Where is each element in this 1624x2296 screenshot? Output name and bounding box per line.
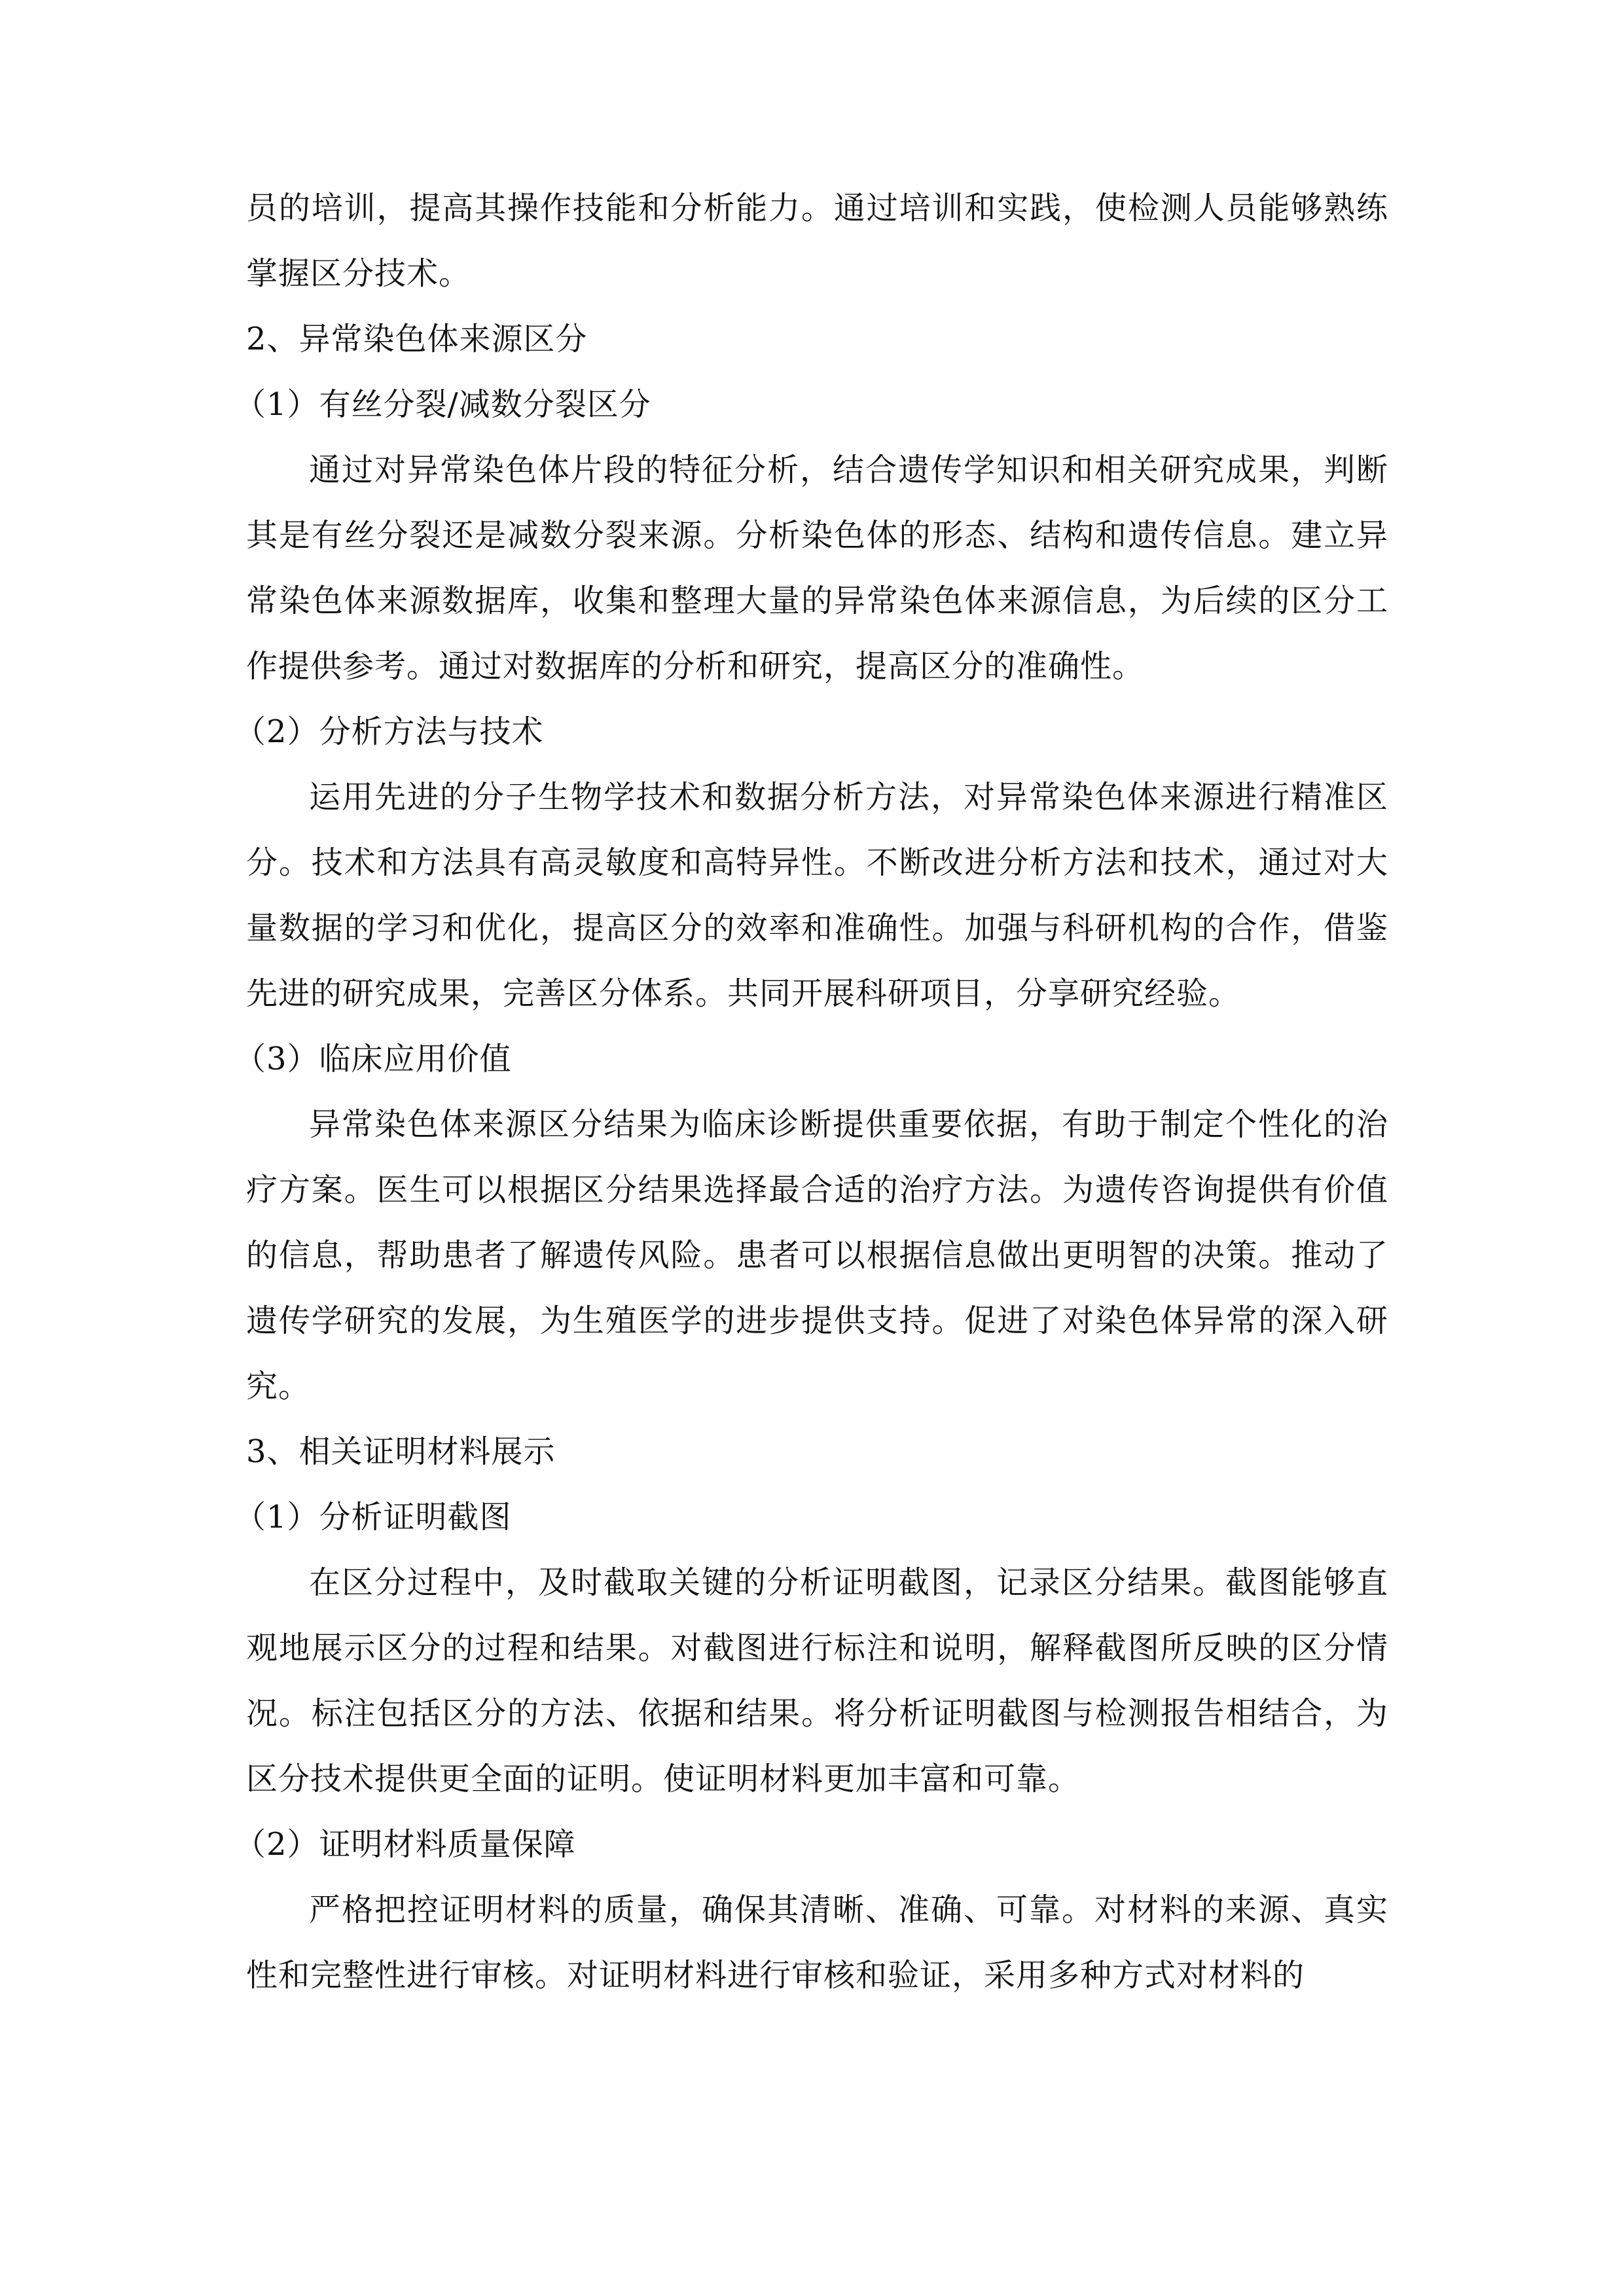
subheading-clinical-value: （3）临床应用价值 [234,1041,512,1077]
subheading-material-quality: （2）证明材料质量保障 [234,1826,576,1863]
paragraph-analysis-methods: 运用先进的分子生物学技术和数据分析方法，对异常染色体来源进行精准区分。技术和方法具有高灵敏度和高特异性。不断改进分析方法和技术，通过对大量数据的学习和优化，提高区分的效率和准确性。加强与科研机构的合作，借鉴先进的研究成果，完善区分体系。共同开展科研项目，分享研究经验。 [246,779,1388,1012]
subheading-mitosis-meiosis: （1）有丝分裂/减数分裂区分 [234,386,651,423]
paragraph-material-quality: 严格把控证明材料的质量，确保其清晰、准确、可靠。对材料的来源、真实性和完整性进行审核。对证明材料进行审核和验证，采用多种方式对材料的 [246,1892,1388,1994]
section-heading-proof-materials: 3、相关证明材料展示 [246,1433,556,1470]
subheading-analysis-screenshots: （1）分析证明截图 [234,1499,512,1535]
document-body [234,175,1388,2008]
paragraph-mitosis-meiosis: 通过对异常染色体片段的特征分析，结合遗传学知识和相关研究成果，判断其是有丝分裂还是减数分裂来源。分析染色体的形态、结构和遗传信息。建立异常染色体来源数据库，收集和整理大量的异常染色体来源信息，为后续的区分工作提供参考。通过对数据库的分析和研究，提高区分的准确性。 [246,452,1388,685]
paragraph-analysis-screenshots: 在区分过程中，及时截取关键的分析证明截图，记录区分结果。截图能够直观地展示区分的过程和结果。对截图进行标注和说明，解释截图所反映的区分情况。标注包括区分的方法、依据和结果。将分析证明截图与检测报告相结合，为区分技术提供更全面的证明。使证明材料更加丰富和可靠。 [246,1564,1388,1797]
section-heading-abnormal-chromosome-origin: 2、异常染色体来源区分 [246,321,588,357]
paragraph-clinical-value: 异常染色体来源区分结果为临床诊断提供重要依据，有助于制定个性化的治疗方案。医生可以根据区分结果选择最合适的治疗方法。为遗传咨询提供有价值的信息，帮助患者了解遗传风险。患者可以根据信息做出更明智的决策。推动了遗传学研究的发展，为生殖医学的进步提供支持。促进了对染色体异常的深入研究。 [246,1106,1388,1405]
paragraph-training: 员的培训，提高其操作技能和分析能力。通过培训和实践，使检测人员能够熟练掌握区分技术。 [246,190,1388,292]
subheading-analysis-methods: （2）分析方法与技术 [234,713,544,750]
